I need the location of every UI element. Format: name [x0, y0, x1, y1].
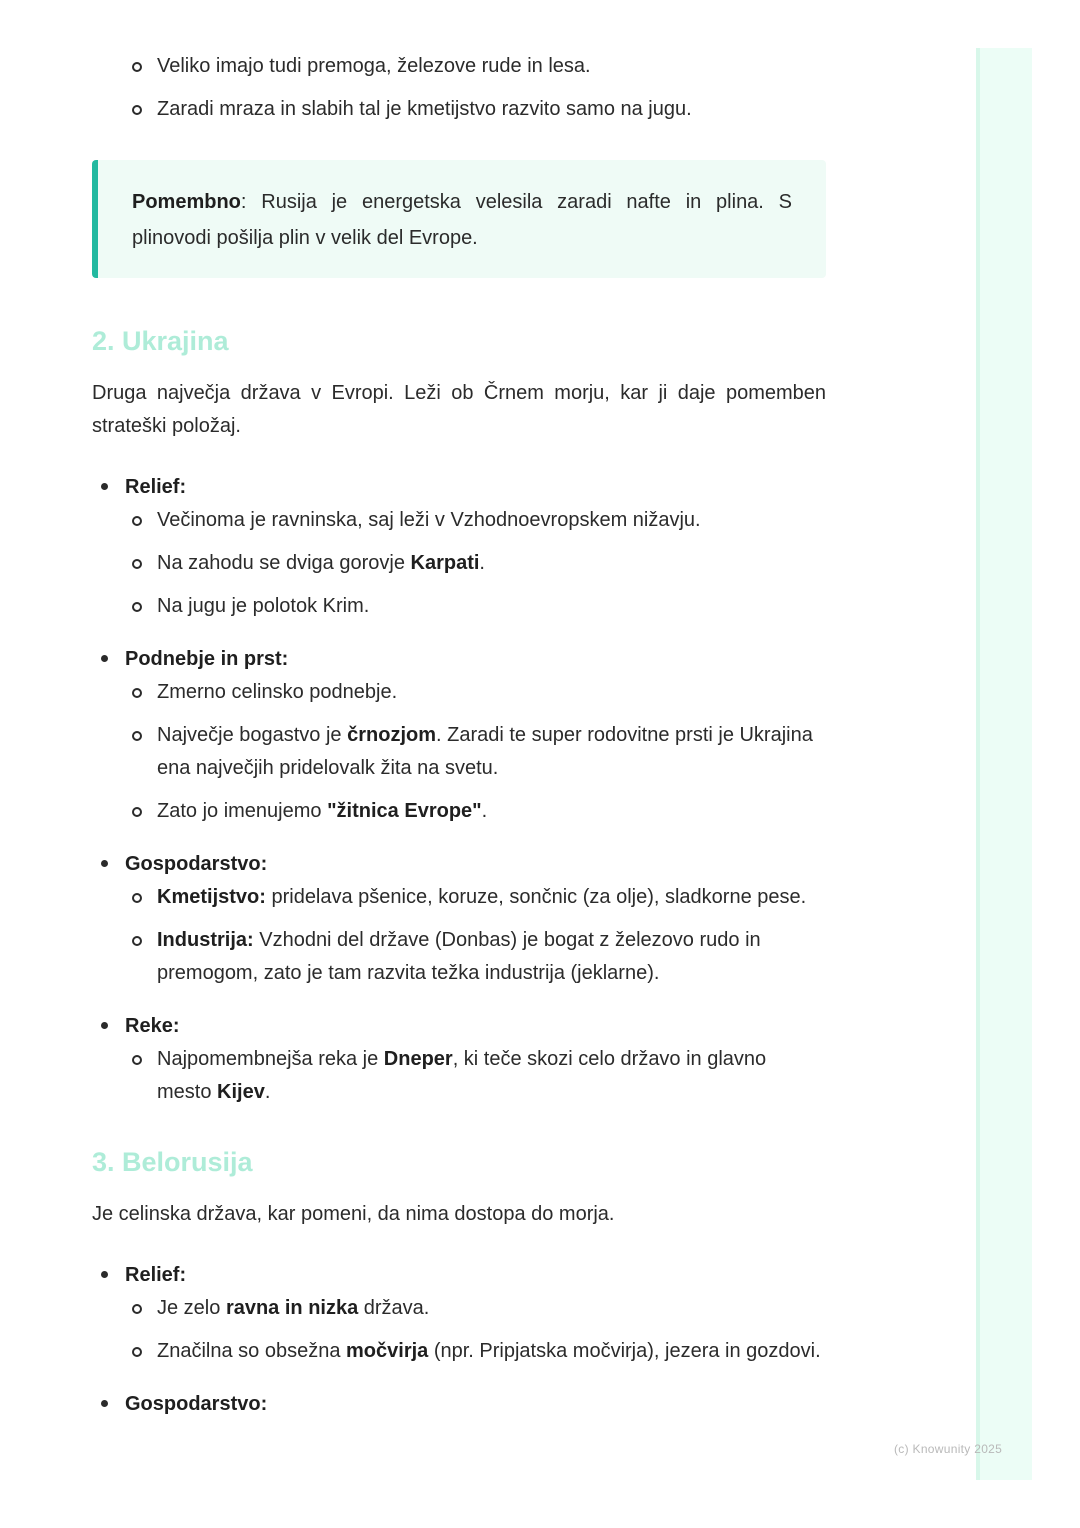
list-item: Na zahodu se dviga gorovje Karpati. [157, 547, 826, 580]
list-item: Značilna so obsežna močvirja (npr. Pripjatska močvirja), jezera in gozdovi. [157, 1335, 826, 1368]
list-item: Industrija: Vzhodni del države (Donbas) je bogat z železovo rudo in premogom, zato je tam razvita težka industrija (jeklarne). [157, 924, 826, 990]
list-item: Največje bogastvo je črnozjom. Zaradi te super rodovitne prsti je Ukrajina ena največjih pridelovalk žita na svetu. [157, 719, 826, 785]
list-item: Zato jo imenujemo "žitnica Evrope". [157, 795, 826, 828]
document-content [92, 50, 826, 1441]
list-item: Kmetijstvo: pridelava pšenice, koruze, sončnic (za olje), sladkorne pese. [157, 881, 826, 914]
belarus-list [92, 1259, 826, 1421]
section-heading-belarus: 3. Belorusija [92, 1147, 253, 1178]
ukraine-list [92, 471, 826, 1109]
sublist [125, 881, 826, 990]
list-item: Je zelo ravna in nizka država. [157, 1292, 826, 1325]
list-item: Zmerno celinsko podnebje. [157, 676, 826, 709]
item-title: Reke: [125, 1015, 180, 1038]
important-callout [92, 160, 826, 278]
sublist [125, 676, 826, 828]
list-item: Veliko imajo tudi premoga, železove rude in lesa. [157, 50, 826, 83]
list-item [92, 471, 826, 623]
section-heading-ukraine: 2. Ukrajina [92, 326, 229, 356]
sublist [125, 1292, 826, 1368]
sublist [125, 1043, 826, 1109]
list-item: Zaradi mraza in slabih tal je kmetijstvo razvito samo na jugu. [157, 93, 826, 126]
section-lead-belarus: Je celinska država, kar pomeni, da nima dostopa do morja. [92, 1203, 615, 1226]
side-strip [976, 48, 1032, 1480]
list-item [92, 848, 826, 990]
item-title: Gospodarstvo: [125, 853, 268, 876]
item-title: Relief: [125, 476, 187, 499]
list-item [92, 1388, 826, 1421]
list-item [92, 643, 826, 828]
item-title: Gospodarstvo: [125, 1393, 268, 1416]
list-item: Na jugu je polotok Krim. [157, 590, 826, 623]
list-item [92, 1259, 826, 1368]
section-lead-ukraine: Druga največja država v Evropi. Leži ob Črnem morju, kar ji daje pomemben strateški položaj. [92, 382, 826, 438]
item-title: Relief: [125, 1264, 187, 1287]
intro-sublist [92, 50, 826, 126]
callout-text: : Rusija je energetska velesila zaradi nafte in plina. S plinovodi pošilja plin v velik del Evrope. [132, 191, 792, 249]
list-item: Najpomembnejša reka je Dneper, ki teče skozi celo državo in glavno mesto Kijev. [157, 1043, 826, 1109]
list-item [92, 1010, 826, 1109]
sublist [125, 504, 826, 623]
copyright-footer: (c) Knowunity 2025 [894, 1442, 1003, 1456]
callout-label: Pomembno [132, 191, 241, 213]
list-item: Večinoma je ravninska, saj leži v Vzhodnoevropskem nižavju. [157, 504, 826, 537]
item-title: Podnebje in prst: [125, 648, 289, 671]
